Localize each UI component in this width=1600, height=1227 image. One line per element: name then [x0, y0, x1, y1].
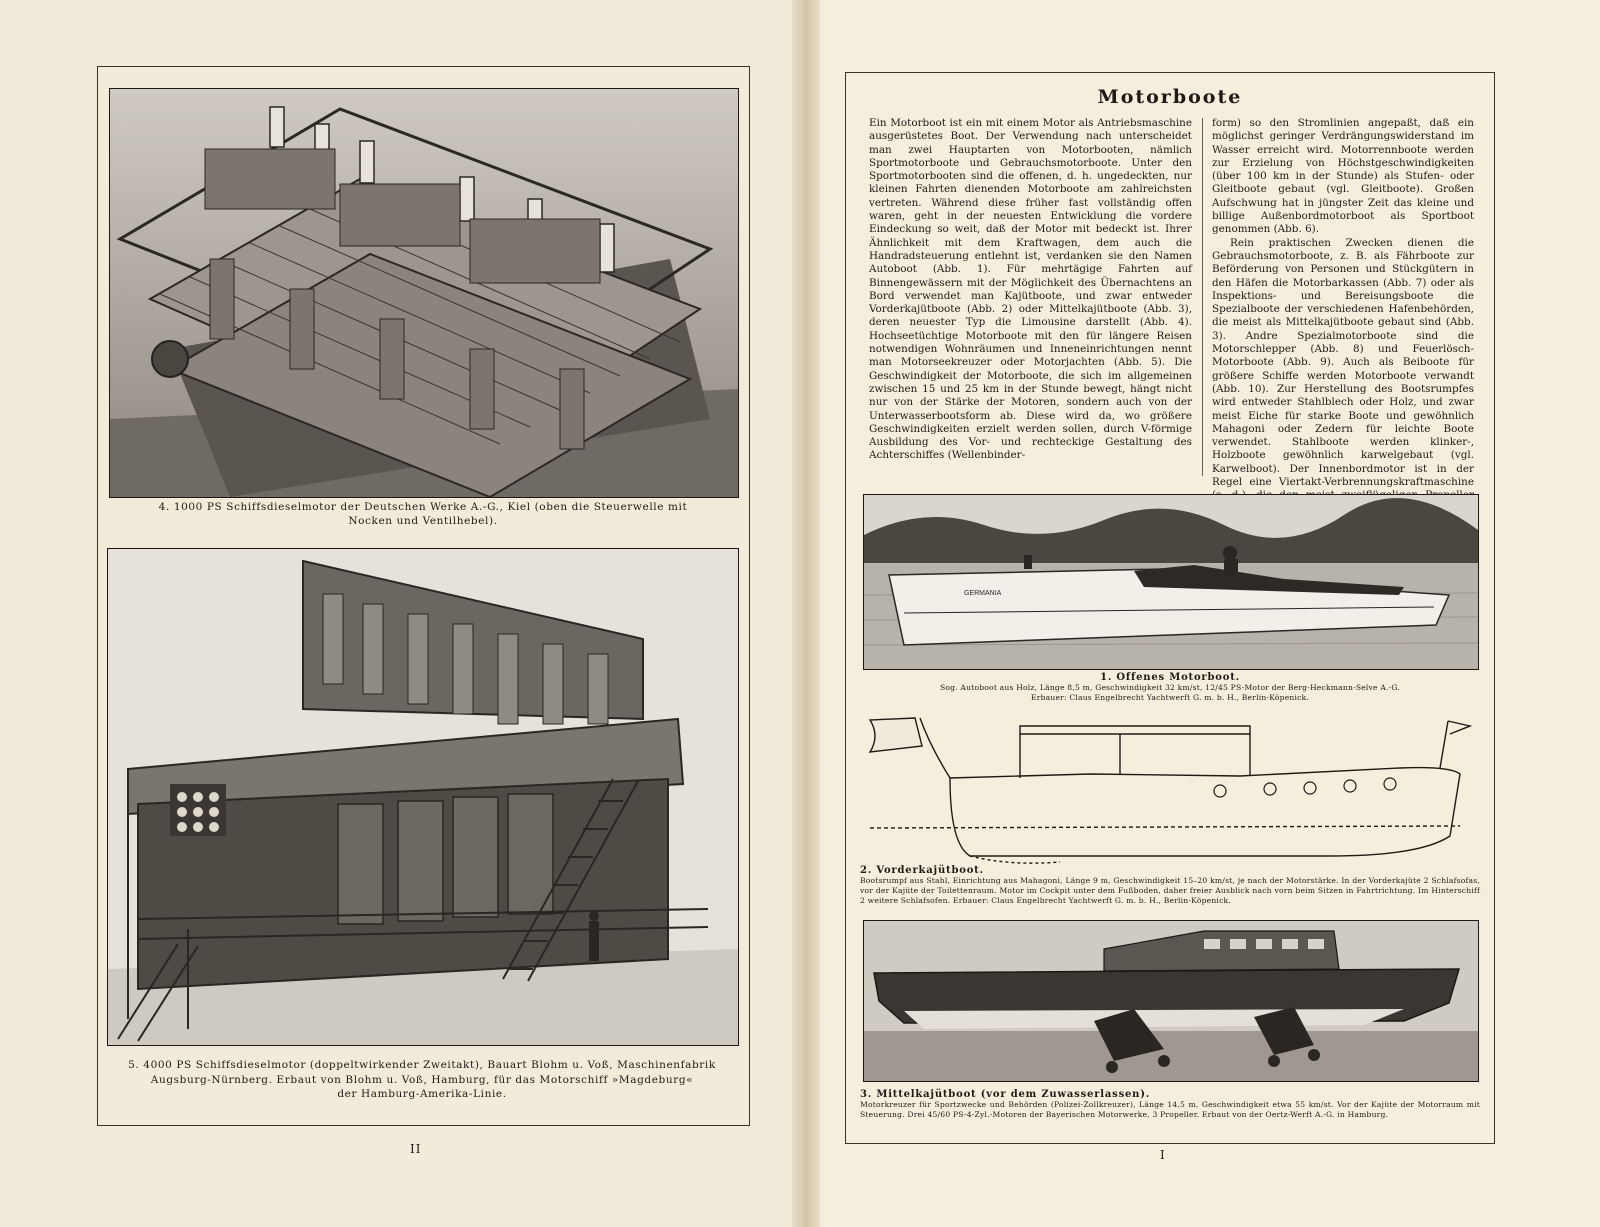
left-page — [0, 0, 792, 1227]
page-title: Motorboote — [1097, 86, 1243, 108]
figure5-caption-line2: Augsburg-Nürnberg. Erbaut von Blohm u. Voß, Hamburg, für das Motorschiff »Magdeburg« — [150, 1073, 694, 1086]
column-divider — [1202, 118, 1203, 476]
body-paragraph: Ein Motorboot ist ein mit einem Motor als Antriebsmaschine ausgerüstetes Boot. Der Verwendung nach unterscheidet man zwei Hauptarten von Motorbooten, nämlich Sportmotorboote und Gebrauchsmotorboote. Unter den Sportmotorbooten sind die offenen, d. h. ungedeckten, nur kleinen Fahrten dienenden Motorboote am zahlreichsten vertreten. Während diese früher fast vollständig offen waren, geht in der neuesten Entwicklung die vordere Eindeckung so weit, daß der Motor mit bedeckt ist. Ihrer Ähnlichkeit mit dem Kraftwagen, dem auch die Handradsteuerung entlehnt ist, verdanken sie den Namen Autoboot (Abb. 1). Für mehrtägige Fahrten auf Binnengewässern mit der Möglichkeit des Übernachtens an Bord verwendet man Kajütboote, und zwar entweder Vorderkajütboote (Abb. 2) oder Mittelkajütboote (Abb. 3), deren neuester Typ die Limousine darstellt (Abb. 4). Hochseetüchtige Motorboote mit den für längere Reisen notwendigen Wohnräumen und Inneneinrichtungen nennt man Motorseekreuzer oder Motorjachten (Abb. 5). Die Geschwindigkeit der Motorboote, die sich im allgemeinen zwischen 15 und 25 km in der Stunde bewegt, hängt nicht nur von der Stärke der Motoren, sondern auch von der Unterwasserbootsform ab. Diese wird da, wo größere Geschwindigkeiten erzielt werden sollen, durch V-förmige Ausbildung des Vor- und rechteckige Gestaltung des Achterschiffes (Wellenbinder- — [869, 117, 1192, 462]
figure4-engine-photo — [109, 88, 739, 498]
figure2-caption-title: 2. Vorderkajütboot. — [860, 865, 984, 876]
body-paragraph: form) so den Stromlinien angepaßt, daß ein möglichst geringer Verdrängungswiderstand im Wasser erreicht wird. Motorrennboote werden zur Erzielung von Höchstgeschwindigkeiten (über 100 km in der Stunde) als Stufen- oder Gleitboote gebaut (vgl. Gleitboote). Großen Aufschwung hat in jüngster Zeit das kleine und billige Außenbordmotorboot als Sportboot genommen (Abb. 6). — [1212, 117, 1474, 236]
figure2-caption — [860, 866, 1480, 906]
figure3-caption-title: 3. Mittelkajütboot (vor dem Zuwasserlassen). — [860, 1089, 1151, 1100]
right-page-number: I — [1160, 1148, 1166, 1162]
figure4-caption-line2: Nocken und Ventilhebel). — [348, 515, 498, 527]
figure3-caption-text: Motorkreuzer für Sportzwecke und Behörden (Polizei-Zollkreuzer), Länge 14,5 m, Geschwindigkeit etwa 55 km/st. Vor der Kajüte der Motorraum mit Steuerung. Drei 45/60 PS-4-Zyl.-Motoren der Bayerischen Motorwerke, 3 Propeller. Erbaut von der Oertz-Werft A.-G. in Hamburg. — [860, 1100, 1480, 1119]
figure5-caption-line3: der Hamburg-Amerika-Linie. — [337, 1088, 507, 1100]
figure4-caption-line1: 4. 1000 PS Schiffsdieselmotor der Deutschen Werke A.-G., Kiel (oben die Steuerwelle mit — [158, 501, 688, 513]
boat-hull-name: GERMANIA — [964, 590, 1002, 597]
figure2-boat-drawing — [860, 716, 1480, 866]
figure1-caption — [860, 673, 1480, 703]
left-page-number: II — [410, 1142, 422, 1156]
right-page — [820, 0, 1600, 1227]
figure5-caption-line1: 5. 4000 PS Schiffsdieselmotor (doppeltwirkender Zweitakt), Bauart Blohm u. Voß, Maschinenfabrik — [128, 1059, 716, 1071]
figure2-caption-text: Bootsrumpf aus Stahl, Einrichtung aus Mahagoni, Länge 9 m, Geschwindigkeit 15–20 km/st, je nach der Motorstärke. In der Vorderkajüte 2 Schlafsofas, vor der Kajüte der Toilettenraum. Motor im Cockpit unter dem Fußboden, daher freier Ausblick nach vorn beim Sitzen in Fahrtrichtung. Im Hinterschiff 2 weitere Schlafsofen. Erbauer: Claus Engelbrecht Yachtwerft G. m. b. H., Berlin-Köpenick. — [860, 876, 1480, 905]
figure3-motor-cruiser-photo — [863, 920, 1479, 1082]
figure4-caption — [109, 500, 737, 528]
figure1-caption-title: 1. Offenes Motorboot. — [1100, 672, 1240, 683]
figure1-caption-line1: Sog. Autoboot aus Holz, Länge 8,5 m, Geschwindigkeit 32 km/st, 12/45 PS-Motor der Berg-Heckmann-Selve A.-G. — [939, 683, 1401, 692]
figure3-caption — [860, 1090, 1480, 1120]
figure5-engine-photo — [107, 548, 739, 1046]
figure5-caption — [107, 1058, 737, 1102]
body-paragraph: Rein praktischen Zwecken dienen die Gebrauchsmotorboote, z. B. als Fährboote zur Beförderung von Personen und Stückgütern in den Häfen die Motorbarkassen (Abb. 7) oder als Inspektions- und Bereisungsboote die Spezialboote der verschiedenen Hafenbehörden, die meist als Mittelkajütboote gebaut sind (Abb. 3). Andre Spezialmotorboote sind die Motorschlepper (Abb. 8) und Feuerlösch-Motorboote (Abb. 9). Auch als Beiboote für größere Schiffe werden Motorboote verwandt (Abb. 10). Zur Herstellung des Bootsrumpfes wird entweder Stahlblech oder Holz, und zwar meist Eiche für starke Boote und gewöhnlich Mahagoni oder Zedern für leichte Boote verwendet. Stahlboote werden klinker-, Holzboote gewöhnlich karwelgebaut (vgl. Karwelboot). Der Innenbordmotor ist in der Regel eine Viertakt-Verbrennungskraftmaschine — [1212, 236, 1474, 489]
figure1-caption-line2: Erbauer: Claus Engelbrecht Yachtwerft G. m. b. H., Berlin-Köpenick. — [1031, 693, 1309, 702]
book-gutter — [792, 0, 820, 1227]
text-column-right — [1212, 117, 1474, 529]
figure1-motorboat-photo — [863, 494, 1479, 670]
text-column-left — [869, 117, 1192, 463]
